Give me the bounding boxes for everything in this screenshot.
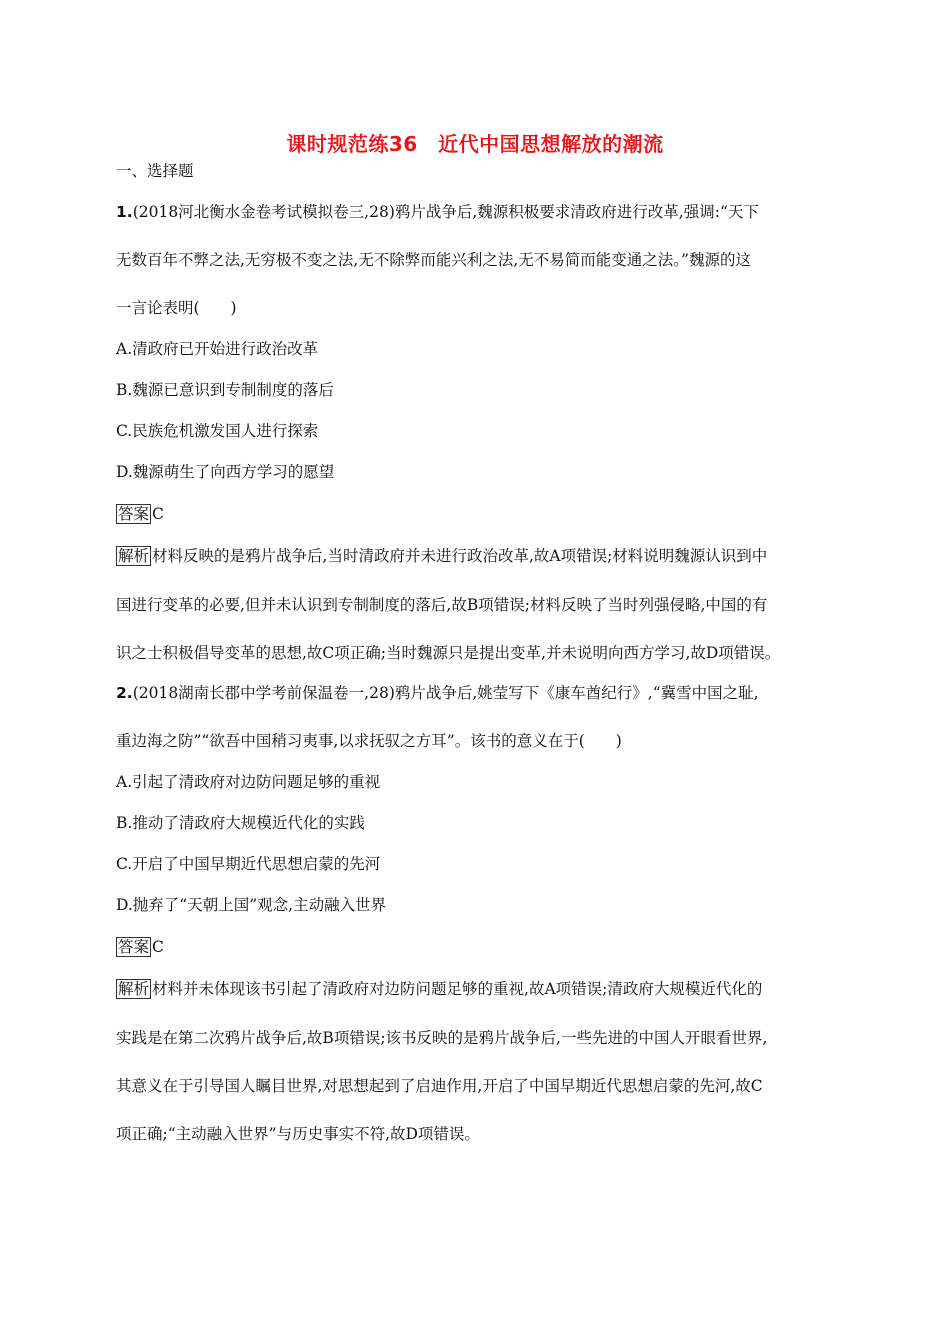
q1-analysis-line-1: 解析 材料反映的是鸦片战争后,当时清政府并未进行政治改革,故A项错误;材料说明魏源认识到中 — [118, 547, 768, 565]
q1-analysis-line-3: 识之士积极倡导变革的思想,故C项正确;当时魏源只是提出变革,并未说明向西方学习,故D项错误。 — [116, 644, 781, 662]
q2-answer-value: C — [152, 938, 164, 956]
q1-option-b: B.魏源已意识到专制制度的落后 — [116, 381, 334, 399]
q2-analysis-line-2: 实践是在第二次鸦片战争后,故B项错误;该书反映的是鸦片战争后,一些先进的中国人开眼看世界, — [116, 1029, 768, 1047]
q2-analysis-line-3: 其意义在于引导国人瞩目世界,对思想起到了启迪作用,开启了中国早期近代思想启蒙的先河,故C — [116, 1077, 763, 1095]
answer-label: 答案 — [118, 505, 150, 523]
answer-label: 答案 — [118, 938, 150, 956]
section-heading: 一、选择题 — [116, 162, 194, 180]
q2-option-c: C.开启了中国早期近代思想启蒙的先河 — [116, 855, 381, 873]
analysis-label: 解析 — [118, 980, 150, 998]
q2-answer — [116, 936, 846, 958]
q1-stem-line-3: 一言论表明( ) — [116, 299, 237, 317]
q2-stem-line-2: 重边海之防”“欲吾中国稍习夷事,以求抚驭之方耳”。该书的意义在于( ) — [116, 732, 622, 750]
q2-analysis-line-4: 项正确;“主动融入世界”与历史事实不符,故D项错误。 — [116, 1125, 480, 1143]
q1-answer-value: C — [152, 505, 164, 523]
analysis-label: 解析 — [118, 547, 150, 565]
q2-option-d: D.抛弃了“天朝上国”观念,主动融入世界 — [116, 896, 387, 914]
q2-option-b: B.推动了清政府大规模近代化的实践 — [116, 814, 365, 832]
q2-option-a: A.引起了清政府对边防问题足够的重视 — [116, 773, 381, 791]
q1-stem-line-1: 1.(2018河北衡水金卷考试模拟卷三,28)鸦片战争后,魏源积极要求清政府进行改革,强调:“天下 — [116, 203, 759, 221]
q1-answer — [116, 503, 846, 525]
q2-analysis-line-1: 解析 材料并未体现该书引起了清政府对边防问题足够的重视,故A项错误;清政府大规模近代化的 — [118, 980, 763, 998]
page-title: 课时规范练36 近代中国思想解放的潮流 — [286, 132, 664, 156]
q1-number: 1. — [116, 203, 133, 221]
q1-option-a: A.清政府已开始进行政治改革 — [116, 340, 319, 358]
q1-option-d: D.魏源萌生了向西方学习的愿望 — [116, 463, 335, 481]
q1-analysis-line-2: 国进行变革的必要,但并未认识到专制制度的落后,故B项错误;材料反映了当时列强侵略,中国的有 — [116, 596, 768, 614]
q2-number: 2. — [116, 684, 133, 702]
q2-stem-line-1: 2.(2018湖南长郡中学考前保温卷一,28)鸦片战争后,姚莹写下《康车酋纪行》,“冀雪中国之耻, — [116, 684, 759, 702]
q1-option-c: C.民族危机激发国人进行探索 — [116, 422, 319, 440]
q1-stem-line-2: 无数百年不弊之法,无穷极不变之法,无不除弊而能兴利之法,无不易简而能变通之法。”魏源的这 — [116, 251, 751, 269]
